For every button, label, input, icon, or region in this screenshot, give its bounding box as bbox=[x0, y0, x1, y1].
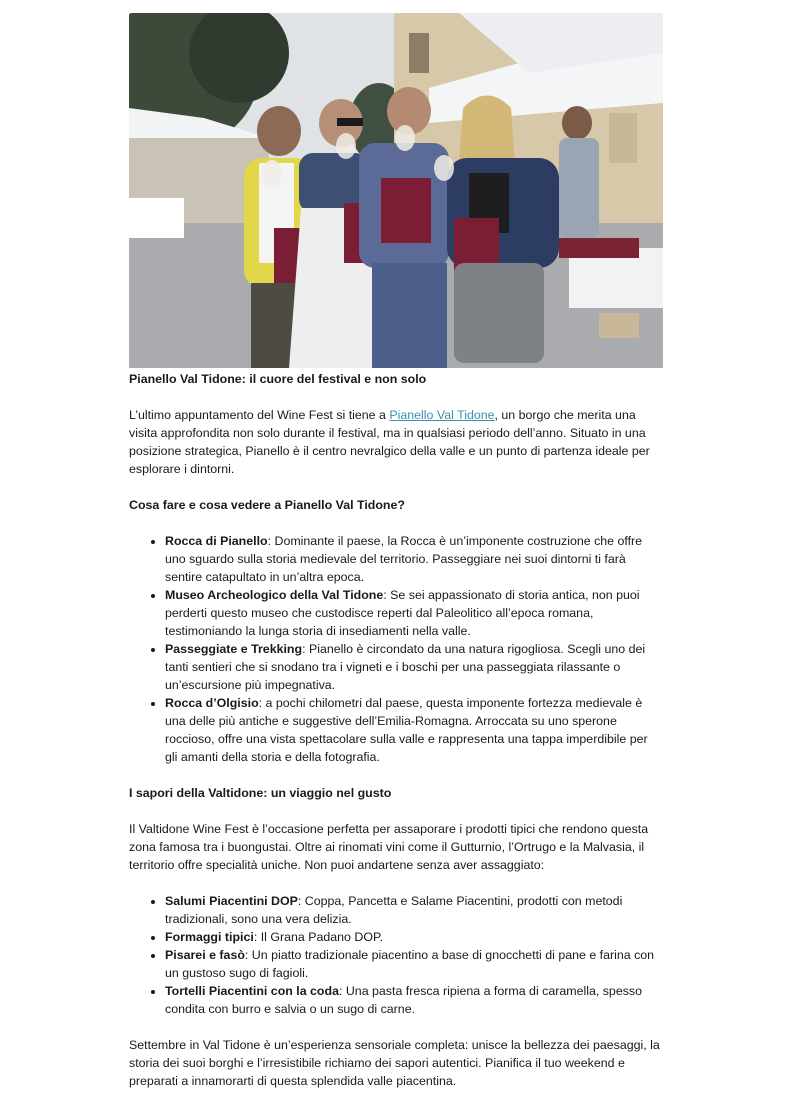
list-item-text: : Se sei appassionato di storia antica, non puoi perderti questo museo che custodisce reperti dal Paleolitico all’epoca romana, testimoniando la lunga storia di insediamenti nella valle. bbox=[165, 588, 640, 638]
list-item-text: : Coppa, Pancetta e Salame Piacentini, prodotti con metodi tradizionali, sono una vera delizia. bbox=[165, 894, 623, 926]
article-body bbox=[129, 13, 663, 1090]
list-item-text: : Dominante il paese, la Rocca è un’imponente costruzione che offre uno sguardo sulla storia medievale del territorio. Passeggiare nei suoi dintorni ti farà sentire catapultato in un’altra epoca. bbox=[165, 534, 643, 584]
list-item-title: Formaggi tipici bbox=[165, 930, 254, 944]
list-item-title: Museo Archeologico della Val Tidone bbox=[165, 588, 384, 602]
list-item-title: Passeggiate e Trekking bbox=[165, 642, 303, 656]
list-item bbox=[165, 892, 663, 928]
list-item bbox=[165, 586, 663, 640]
list-item bbox=[165, 982, 663, 1018]
local-food-list bbox=[129, 892, 663, 1018]
list-item-title: Pisarei e fasò bbox=[165, 948, 245, 962]
intro-paragraph bbox=[129, 406, 663, 478]
photo-caption: Pianello Val Tidone: il cuore del festival e non solo bbox=[129, 372, 427, 386]
things-to-do-list bbox=[129, 532, 663, 766]
list-item bbox=[165, 640, 663, 694]
section2-heading: I sapori della Valtidone: un viaggio nel gusto bbox=[129, 786, 392, 800]
list-item bbox=[165, 946, 663, 982]
list-item-text: : Il Grana Padano DOP. bbox=[253, 930, 384, 944]
list-item-text: : Un piatto tradizionale piacentino a base di gnocchetti di pane e farina con un gustoso sugo di fagioli. bbox=[165, 948, 655, 980]
closing-paragraph: Settembre in Val Tidone è un’esperienza sensoriale completa: unisce la bellezza dei paesaggi, la storia dei suoi borghi e l’irresistibile richiamo dei sapori autentici. Pianifica il tuo weekend e preparati a innamorarti di questa splendida valle piacentina. bbox=[129, 1038, 660, 1088]
list-item bbox=[165, 694, 663, 766]
flavours-paragraph: Il Valtidone Wine Fest è l’occasione perfetta per assaporare i prodotti tipici che rendono questa zona famosa tra i buongustai. Oltre ai rinomati vini come il Gutturnio, l’Ortrugo e la Malvasia, il territorio offre specialità uniche. Non puoi andartene senza aver assaggiato: bbox=[129, 822, 649, 872]
list-item-title: Tortelli Piacentini con la coda bbox=[165, 984, 339, 998]
intro-text-start: L’ultimo appuntamento del Wine Fest si tiene a bbox=[129, 408, 390, 422]
pianello-link[interactable]: Pianello Val Tidone bbox=[389, 408, 495, 422]
list-item-title: Rocca d’Olgisio bbox=[165, 696, 259, 710]
list-item-text: : Pianello è circondato da una natura rigogliosa. Scegli uno dei tanti sentieri che si snodano tra i vigneti e i boschi per una passeggiata rilassante o un’escursione più impegnativa. bbox=[165, 642, 646, 692]
festival-photo-illustration bbox=[129, 13, 663, 368]
section1-heading: Cosa fare e cosa vedere a Pianello Val Tidone? bbox=[129, 498, 405, 512]
list-item-title: Salumi Piacentini DOP bbox=[165, 894, 298, 908]
festival-photo bbox=[129, 13, 663, 368]
list-item-text: : Una pasta fresca ripiena a forma di caramella, spesso condita con burro e salvia o un sugo di carne. bbox=[165, 984, 642, 1016]
list-item-text: : a pochi chilometri dal paese, questa imponente fortezza medievale è una delle più antiche e suggestive dell’Emilia-Romagna. Arroccata su uno sperone roccioso, offre una vista spettacolare sulla valle e rappresenta una tappa imperdibile per gli amanti della storia e della fotografia. bbox=[165, 696, 648, 764]
intro-text-end: , un borgo che merita una visita approfondita non solo durante il festival, ma in qualsiasi periodo dell’anno. Situato in una posizione strategica, Pianello è il centro nevralgico della valle e un punto di partenza ideale per esplorare i dintorni. bbox=[129, 408, 650, 476]
list-item bbox=[165, 928, 663, 946]
list-item-title: Rocca di Pianello bbox=[165, 534, 268, 548]
list-item bbox=[165, 532, 663, 586]
